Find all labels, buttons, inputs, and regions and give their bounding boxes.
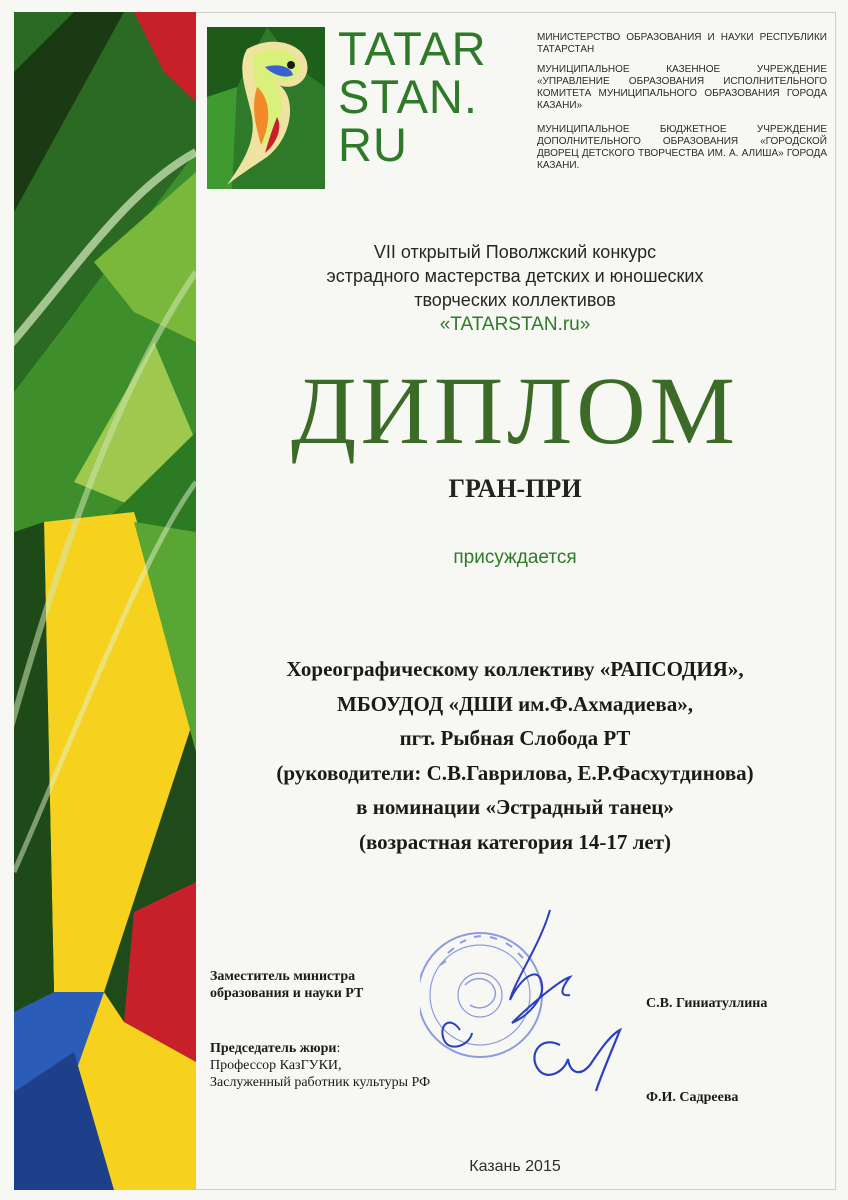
place-and-year: Казань 2015 [469,1158,561,1175]
recipient-block [200,652,830,860]
issuer-children-creativity-palace: МУНИЦИПАЛЬНОЕ БЮДЖЕТНОЕ УЧРЕЖДЕНИЕ ДОПОЛНИТЕЛЬНОГО ОБРАЗОВАНИЯ «ГОРОДСКОЙ ДВОРЕЦ ДЕТСКОГО ТВОРЧЕСТВА ИМ. А. АЛИША» ГОРОДА КАЗАНИ. [537,124,827,171]
signatory-2-role-heading [210,1040,430,1057]
contest-title [200,240,830,312]
signatory-1-title-line: Заместитель министра [210,969,356,984]
signatory-2-name: Ф.И. Садреева [646,1090,739,1105]
recipient-line: Хореографическому коллективу «РАПСОДИЯ», [286,657,744,681]
logo-wordmark-line-1: TATAR [338,22,487,75]
recipient-line: (руководители: С.В.Гаврилова, Е.Р.Фасхутдинова) [276,760,754,785]
signatory-1-title [210,968,363,1002]
contest-title-line: эстрадного мастерства детских и юношеских [326,266,704,286]
signatory-1-name: С.В. Гиниатуллина [646,996,768,1011]
issuer-education-department: МУНИЦИПАЛЬНОЕ КАЗЕННОЕ УЧРЕЖДЕНИЕ «УПРАВЛЕНИЕ ОБРАЗОВАНИЯ ИСПОЛНИТЕЛЬНОГО КОМИТЕТА МУНИЦИПАЛЬНОГО ОБРАЗОВАНИЯ ГОРОДА КАЗАНИ» [537,64,827,111]
award-title: ГРАН-ПРИ [448,474,582,503]
contest-title-line: творческих коллективов [414,290,616,310]
recipient-line: (возрастная категория 14-17 лет) [358,829,672,854]
recipient-line: МБОУДОД «ДШИ им.Ф.Ахмадиева», [337,691,693,716]
recipient-line: в номинации «Эстрадный танец» [356,795,674,820]
logo-wordmark-line-2: STAN. [338,70,478,123]
decorative-side-band [14,12,196,1190]
signatory-1-title-line: образования и науки РТ [210,986,364,1001]
awarded-label: присуждается [453,547,577,568]
diploma-title: ДИПЛОМ [291,357,739,464]
logo-wordmark-line-3: RU [338,118,408,171]
recipient-line: пгт. Рыбная Слобода РТ [399,726,631,751]
jury-chair-label: Председатель жюри [210,1041,337,1056]
signatory-2-detail: Профессор КазГУКИ, [210,1058,342,1073]
signatory-2-detail: Заслуженный работник культуры РФ [210,1075,431,1090]
signatory-2-role [210,1040,430,1091]
jury-chair-colon: : [336,1041,341,1056]
contest-title-line: VІІ открытый Поволжский конкурс [373,242,657,262]
official-stamp-with-signatures [420,905,650,1105]
stylized-bird-logo-icon [207,27,325,189]
issuer-ministry: МИНИСТЕРСТВО ОБРАЗОВАНИЯ И НАУКИ РЕСПУБЛИКИ ТАТАРСТАН [537,32,827,55]
contest-name: «TATARSTAN.ru» [439,314,591,335]
